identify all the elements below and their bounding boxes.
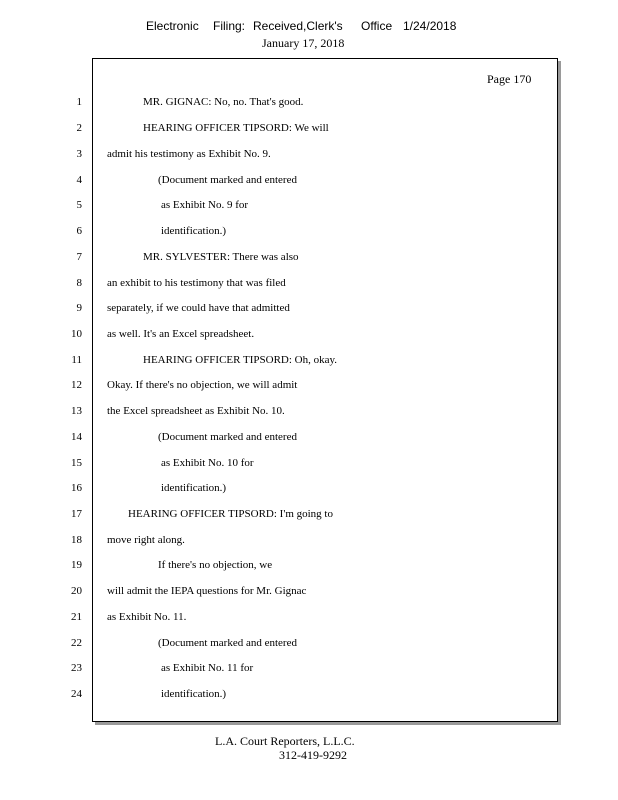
line-number: 11 — [71, 354, 82, 366]
transcript-line: MR. GIGNAC: No, no. That's good. — [143, 96, 304, 108]
transcript-line: an exhibit to his testimony that was filed — [107, 277, 286, 289]
line-number: 17 — [71, 508, 82, 520]
transcript-line: MR. SYLVESTER: There was also — [143, 251, 299, 263]
transcript-line: identification.) — [161, 225, 227, 237]
line-number: 4 — [76, 174, 82, 186]
page-number: Page 170 — [487, 72, 532, 86]
line-number: 22 — [71, 637, 82, 649]
electronic-filing-stamp — [0, 19, 618, 35]
transcript-line: identification.) — [161, 482, 227, 494]
transcript-line: as Exhibit No. 11 for — [161, 662, 254, 674]
transcript-line: (Document marked and entered — [158, 637, 297, 649]
transcript-line: Okay. If there's no objection, we will admit — [107, 379, 298, 391]
line-number: 7 — [76, 251, 82, 263]
line-number: 20 — [71, 585, 82, 597]
transcript-line: HEARING OFFICER TIPSORD: I'm going to — [128, 508, 333, 520]
stamp-word-office: Office — [361, 19, 393, 33]
transcript-line: as well. It's an Excel spreadsheet. — [107, 328, 255, 340]
line-number: 16 — [71, 482, 82, 494]
line-number: 10 — [71, 328, 82, 340]
line-number: 2 — [76, 122, 82, 134]
line-number: 1 — [76, 96, 82, 108]
stamp-word-electronic: Electronic — [146, 19, 199, 33]
transcript-line: HEARING OFFICER TIPSORD: Oh, okay. — [143, 354, 338, 366]
transcript-line: will admit the IEPA questions for Mr. Gignac — [107, 585, 307, 597]
transcript-line: as Exhibit No. 9 for — [161, 199, 249, 211]
line-number: 12 — [71, 379, 82, 391]
line-number: 9 — [76, 302, 82, 314]
line-number: 19 — [71, 559, 82, 571]
line-number: 5 — [76, 199, 82, 211]
line-number: 8 — [76, 277, 82, 289]
transcript-line: identification.) — [161, 688, 227, 700]
line-number: 24 — [71, 688, 82, 700]
line-number: 21 — [71, 611, 82, 623]
transcript-line: separately, if we could have that admitted — [107, 302, 290, 314]
footer-phone: 312-419-9292 — [279, 748, 347, 762]
transcript-line: move right along. — [107, 534, 185, 546]
stamp-filing-date: 1/24/2018 — [403, 19, 457, 33]
transcript-line: as Exhibit No. 10 for — [161, 457, 254, 469]
transcript-line: as Exhibit No. 11. — [107, 611, 187, 623]
stamp-word-filing: Filing: — [213, 19, 246, 33]
transcript-line: the Excel spreadsheet as Exhibit No. 10. — [107, 405, 285, 417]
line-number: 14 — [71, 431, 82, 443]
footer-company: L.A. Court Reporters, L.L.C. — [215, 734, 355, 748]
transcript-line: HEARING OFFICER TIPSORD: We will — [143, 122, 329, 134]
hearing-date: January 17, 2018 — [262, 36, 345, 50]
line-number: 23 — [71, 662, 82, 674]
line-number: 6 — [76, 225, 82, 237]
transcript-line: (Document marked and entered — [158, 431, 297, 443]
line-number: 15 — [71, 457, 82, 469]
transcript-line: admit his testimony as Exhibit No. 9. — [107, 148, 271, 160]
line-number: 18 — [71, 534, 82, 546]
stamp-word-received-clerks: Received,Clerk's — [253, 19, 343, 33]
transcript-line: If there's no objection, we — [158, 559, 273, 571]
line-number: 13 — [71, 405, 82, 417]
transcript-line: (Document marked and entered — [158, 174, 297, 186]
line-number: 3 — [76, 148, 82, 160]
